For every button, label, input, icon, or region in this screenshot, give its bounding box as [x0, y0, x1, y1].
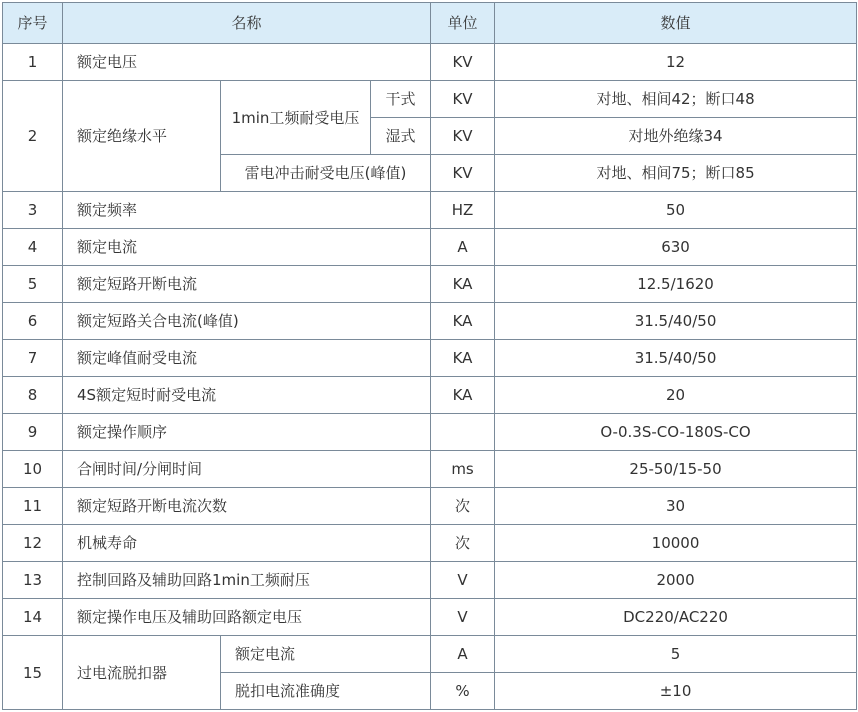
row-value: 12 [495, 44, 857, 81]
table-row [3, 229, 857, 266]
table-row [3, 562, 857, 599]
row-subname: 1min工频耐受电压 [221, 81, 371, 155]
row-unit: KA [431, 340, 495, 377]
table-row [3, 303, 857, 340]
row-name: 额定电流 [63, 229, 431, 266]
row-seq: 5 [3, 266, 63, 303]
spec-table [2, 2, 857, 710]
row-value: 31.5/40/50 [495, 303, 857, 340]
row-name: 额定绝缘水平 [63, 81, 221, 192]
row-value: 12.5/1620 [495, 266, 857, 303]
row-seq: 3 [3, 192, 63, 229]
table-row [3, 451, 857, 488]
row-subname: 脱扣电流准确度 [221, 673, 431, 710]
row-value: 5 [495, 636, 857, 673]
row-unit: V [431, 562, 495, 599]
header-name: 名称 [63, 3, 431, 44]
row-unit: ms [431, 451, 495, 488]
table-row [3, 599, 857, 636]
row-name: 额定电压 [63, 44, 431, 81]
row-unit: HZ [431, 192, 495, 229]
row-value: 30 [495, 488, 857, 525]
row-value: O-0.3S-CO-180S-CO [495, 414, 857, 451]
row-unit: V [431, 599, 495, 636]
row-name: 额定频率 [63, 192, 431, 229]
row-unit: KV [431, 44, 495, 81]
row-seq: 8 [3, 377, 63, 414]
row-subname: 额定电流 [221, 636, 431, 673]
row-seq: 13 [3, 562, 63, 599]
row-name: 额定短路开断电流次数 [63, 488, 431, 525]
row-value: 10000 [495, 525, 857, 562]
header-row [3, 3, 857, 44]
table-row [3, 525, 857, 562]
row-unit: 次 [431, 488, 495, 525]
row-unit: A [431, 636, 495, 673]
row-value: 2000 [495, 562, 857, 599]
row-seq: 14 [3, 599, 63, 636]
row-subname: 雷电冲击耐受电压(峰值) [221, 155, 431, 192]
row-unit: % [431, 673, 495, 710]
row-seq: 7 [3, 340, 63, 377]
row-seq: 6 [3, 303, 63, 340]
table-row [3, 636, 857, 673]
row-name: 额定短路关合电流(峰值) [63, 303, 431, 340]
row-seq: 2 [3, 81, 63, 192]
row-condition: 湿式 [371, 118, 431, 155]
row-name: 额定操作顺序 [63, 414, 431, 451]
row-unit: 次 [431, 525, 495, 562]
table-row [3, 81, 857, 118]
row-seq: 9 [3, 414, 63, 451]
table-row [3, 414, 857, 451]
row-unit: KV [431, 118, 495, 155]
header-seq: 序号 [3, 3, 63, 44]
table-row [3, 192, 857, 229]
row-value: 对地、相间42；断口48 [495, 81, 857, 118]
row-value: ±10 [495, 673, 857, 710]
header-unit: 单位 [431, 3, 495, 44]
header-value: 数值 [495, 3, 857, 44]
table-row [3, 377, 857, 414]
row-seq: 1 [3, 44, 63, 81]
row-unit: KA [431, 266, 495, 303]
row-unit: KV [431, 81, 495, 118]
row-unit: KA [431, 377, 495, 414]
row-name: 4S额定短时耐受电流 [63, 377, 431, 414]
row-seq: 11 [3, 488, 63, 525]
row-seq: 12 [3, 525, 63, 562]
row-name: 额定短路开断电流 [63, 266, 431, 303]
row-value: 对地外绝缘34 [495, 118, 857, 155]
row-seq: 10 [3, 451, 63, 488]
row-seq: 4 [3, 229, 63, 266]
row-unit: KV [431, 155, 495, 192]
table-row [3, 488, 857, 525]
row-unit: KA [431, 303, 495, 340]
row-name: 额定峰值耐受电流 [63, 340, 431, 377]
row-value: 630 [495, 229, 857, 266]
row-name: 合闸时间/分闸时间 [63, 451, 431, 488]
row-condition: 干式 [371, 81, 431, 118]
table-row [3, 340, 857, 377]
row-name: 过电流脱扣器 [63, 636, 221, 710]
table-row [3, 266, 857, 303]
row-value: DC220/AC220 [495, 599, 857, 636]
row-name: 控制回路及辅助回路1min工频耐压 [63, 562, 431, 599]
row-value: 对地、相间75；断口85 [495, 155, 857, 192]
table-row [3, 44, 857, 81]
row-unit: A [431, 229, 495, 266]
row-seq: 15 [3, 636, 63, 710]
row-unit [431, 414, 495, 451]
row-value: 20 [495, 377, 857, 414]
row-value: 31.5/40/50 [495, 340, 857, 377]
row-value: 25-50/15-50 [495, 451, 857, 488]
row-name: 机械寿命 [63, 525, 431, 562]
row-name: 额定操作电压及辅助回路额定电压 [63, 599, 431, 636]
row-value: 50 [495, 192, 857, 229]
